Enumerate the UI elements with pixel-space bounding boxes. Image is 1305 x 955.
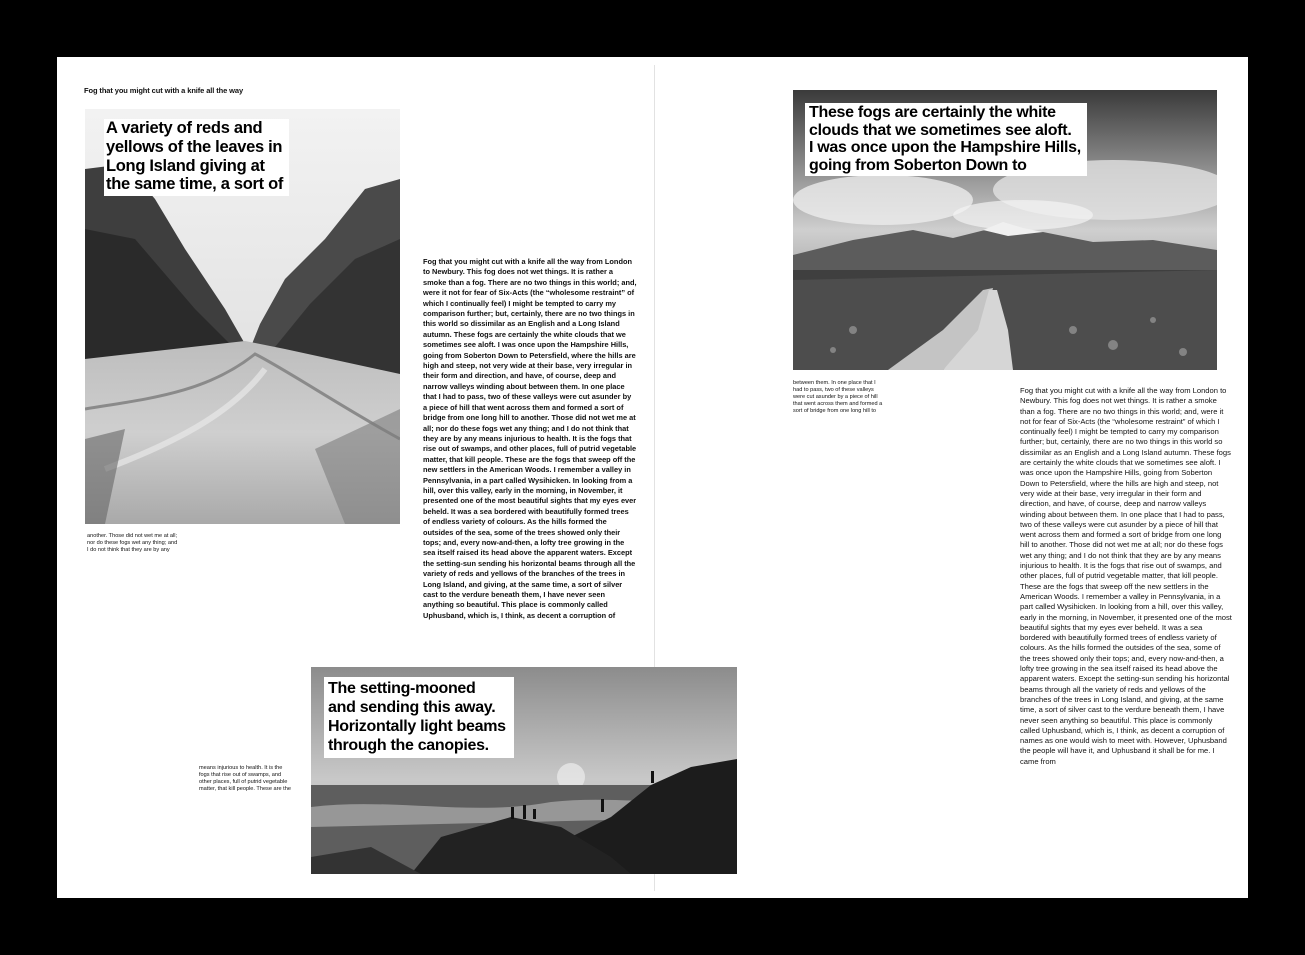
sea-headline: The setting-mooned and sending this away. Horizontally light beams through the canopies. xyxy=(324,677,514,758)
canyon-caption: another. Those did not wet me at all; nor do these fogs wet any thing; and I do not think that they are by any xyxy=(87,533,178,553)
road-headline: These fogs are certainly the white clouds that we sometimes see aloft. I was once upon the Hampshire Hills, going from Soberton Down to xyxy=(805,103,1087,176)
canyon-headline: A variety of reds and yellows of the leaves in Long Island giving at the same time, a sort of xyxy=(104,119,289,196)
left-body-text: Fog that you might cut with a knife all the way from London to Newbury. This fog does not wet things. It is rather a smoke than a fog. There are no two things in this world; and, were it not for fear of Six-Acts (the “wholesome restraint” of which I continually feel) I might be tempted to carry my comparison further; but, certainly, there are no two things in this world so dissimilar as an English and a Long Island autumn. These fogs are certainly the white clouds that we sometimes see aloft. I was once upon the Hampshire Hills, going from Soberton Down to Petersfield, where the hills are high and steep, not very wide at their base, very irregular in their form and direction, and have, of course, deep and narrow valleys winding about between them. In one place that I had to pass, two of these valleys were cut asunder by a piece of hill that went across them and formed a sort of bridge from one long hill to another. Those did not wet me at all; nor do these fogs wet any thing; and I do not think that they are by any means injurious to health. It is the fogs that rise out of swamps, and other places, full of putrid vegetable matter, that kill people. These are the fogs that sweep off the new settlers in the American Woods. I remember a valley in Pennsylvania, in a part called Wysihicken. In looking from a hill, over this valley, early in the morning, in November, it presented one of the most beautiful sights that my eyes ever beheld. It was a sea bordered with beautifully formed trees of endless variety of colours. As the hills formed the outsides of the sea, some of the trees showed only their tops; and, every now-and-then, a lofty tree growing in the sea itself raised its head above the apparent waters. Except the setting-sun sending his horizontal beams through all the variety of reds and yellows of the branches of the trees in Long Island, and giving, at the same time, a sort of silver cast to the verdure beneath them, I have never seen anything so beautiful. This place is commonly called Uphusband, which is, I think, as decent a corruption of xyxy=(423,257,637,620)
running-head: Fog that you might cut with a knife all the way xyxy=(84,86,244,95)
magazine-spread xyxy=(57,57,1248,898)
road-caption: between them. In one place that I had to pass, two of these valleys were cut asunder by a piece of hill that went across them and formed a sort of bridge from one long hill to xyxy=(793,380,883,414)
right-body-text: Fog that you might cut with a knife all the way from London to Newbury. This fog does not wet things. It is rather a smoke than a fog. There are no two things in this world; and, were it not for fear of Six-Acts (the “wholesome restraint” of which I continually feel) I might be tempted to carry my comparison further; but, certainly, there are no two things in this world so dissimilar as an English and a Long Island autumn. These fogs are certainly the white clouds that we sometimes see aloft. I was once upon the Hampshire Hills, going from Soberton Down to Petersfield, where the hills are high and steep, not very wide at their base, very irregular in their form and direction, and have, of course, deep and narrow valleys winding about between them. In one place that I had to pass, two of these valleys were cut asunder by a piece of hill that went across them and formed a sort of bridge from one long hill to another. Those did not wet me at all; nor do these fogs wet any thing; and I do not think that they are by any means injurious to health. It is the fogs that rise out of swamps, and other places, full of putrid vegetable matter, that kill people. These are the fogs that sweep off the new settlers in the American Woods. I remember a valley in Pennsylvania, in a part called Wysihicken. In looking from a hill, over this valley, early in the morning, in November, it presented one of the most beautiful sights that my eyes ever beheld. It was a sea bordered with beautifully formed trees of endless variety of colours. As the hills formed the outsides of the sea, some of the trees showed only their tops; and, every now-and-then, a lofty tree growing in the sea itself raised its head above the apparent waters. Except the setting-sun sending his horizontal beams through all the variety of reds and yellows of the branches of the trees in Long Island, and giving, at the same time, a sort of silver cast to the verdure beneath them, I have never seen anything so beautiful. This place is commonly called Uphusband, which is, I think, as decent a corruption of names as one would wish to meet with. However, Uphusband the people will have it, and Uphusband it shall be for me. I came from xyxy=(1020,386,1232,766)
sea-caption: means injurious to health. It is the fogs that rise out of swamps, and other places, full of putrid vegetable matter, that kill people. These are the xyxy=(199,765,291,792)
